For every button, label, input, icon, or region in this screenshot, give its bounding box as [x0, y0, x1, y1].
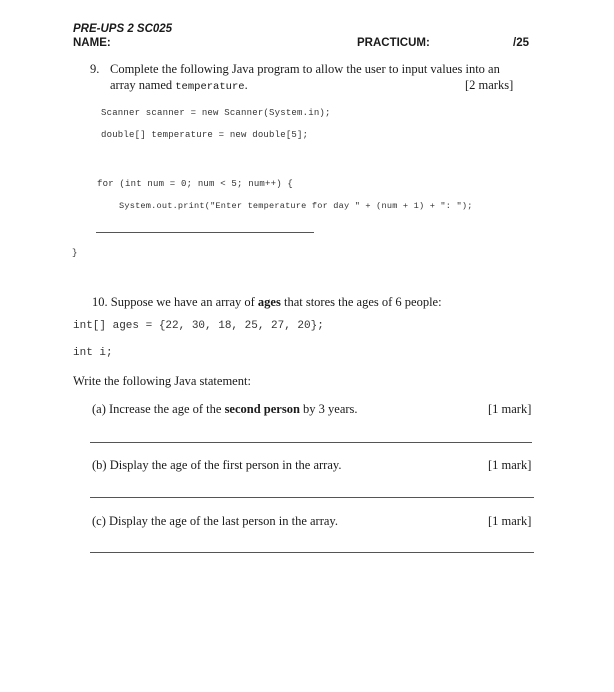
q10b-marks: [1 mark] [488, 458, 532, 472]
q10b-answer-line[interactable] [90, 497, 534, 498]
q10-code-int-i: int i; [73, 347, 113, 359]
q10-intro-bold: ages [257, 295, 281, 309]
q9-text-post: . [244, 78, 248, 92]
q9-code-print: System.out.print("Enter temperature for day " + (num + 1) + ": "); [119, 201, 473, 211]
q10a-answer-line[interactable] [90, 442, 532, 443]
q10c-label: (c) [92, 514, 106, 528]
q9-text-line1: Complete the following Java program to allow the user to input values into an [110, 62, 500, 76]
q10-number: 10. [92, 295, 108, 309]
q9-marks: [2 marks] [465, 78, 514, 92]
q10b-label: (b) [92, 458, 107, 472]
q10c-text [92, 514, 338, 529]
q9-code-close-brace: } [72, 248, 78, 258]
q10a-text-pre: Increase the age of the [109, 402, 222, 416]
q10-code-ages: int[] ages = {22, 30, 18, 25, 27, 20}; [73, 320, 324, 332]
q10c-answer-line[interactable] [90, 552, 534, 553]
q9-answer-line[interactable] [96, 232, 314, 233]
q9-code-for-loop: for (int num = 0; num < 5; num++) { [97, 179, 294, 189]
q9-code-array-decl: double[] temperature = new double[5]; [101, 130, 309, 140]
q9-number: 9. [90, 62, 100, 76]
q10a-marks: [1 mark] [488, 402, 532, 416]
q10a-text-post: by 3 years. [303, 402, 358, 416]
q10-instruction: Write the following Java statement: [73, 374, 251, 388]
q10-intro-post: that stores the ages of 6 people: [283, 295, 442, 309]
course-code: PRE-UPS 2 SC025 [73, 23, 173, 35]
q10-intro [92, 295, 442, 310]
q9-text-pre: array named [110, 78, 173, 92]
name-label: NAME: [73, 37, 111, 49]
total-marks: /25 [513, 37, 529, 49]
q10a-text [92, 402, 358, 417]
q9-code-scanner: Scanner scanner = new Scanner(System.in); [101, 108, 331, 118]
q10c-body: Display the age of the last person in the array. [109, 514, 338, 528]
q10c-marks: [1 mark] [488, 514, 532, 528]
q10a-text-bold: second person [224, 402, 300, 416]
q10a-label: (a) [92, 402, 106, 416]
q9-text-line2 [110, 78, 248, 93]
q10b-body: Display the age of the first person in the array. [109, 458, 342, 472]
q10-intro-pre: Suppose we have an array of [110, 295, 255, 309]
q10b-text [92, 458, 341, 473]
q9-array-name: temperature [175, 81, 245, 93]
practicum-label: PRACTICUM: [357, 37, 430, 49]
